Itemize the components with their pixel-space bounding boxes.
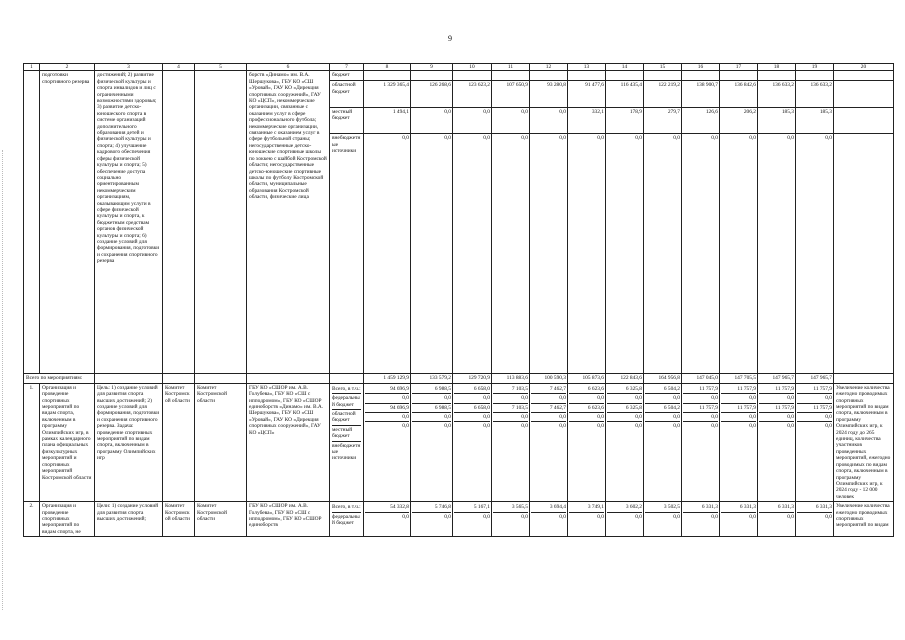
- cell-amount: 116 435,4: [606, 81, 644, 108]
- amount-value: 0,0: [635, 423, 642, 430]
- amount-value: 11 757,9: [683, 404, 718, 413]
- total-label: Всего по мероприятиям:: [24, 374, 95, 383]
- cell-amount: 136 633,2: [758, 81, 796, 108]
- amount-value: 0,0: [711, 513, 718, 520]
- cell-amount: 147 045,0: [682, 374, 720, 383]
- amount-value: 0,0: [444, 423, 451, 430]
- cell-amount-stack: [411, 502, 453, 537]
- cell-amount: 136 842,6: [720, 81, 758, 108]
- amount-value: 0,0: [493, 394, 528, 403]
- amount-value: 0,0: [454, 394, 490, 403]
- amount-value: 0,0: [597, 513, 604, 520]
- cell-participants: ГБУ КО «СШОР им. А.В. Голубева», ГБУ КО «СШ с ипподромом», ГБУ КО «СШОР единоборств «Динамо» им. В.А. Шершукова», ГБУ КО «СШ «Уровай», ГАУ КО «Дирекция спортивных сооружений», ГАУ КО «ЦСП»: [247, 383, 330, 501]
- amount-value: 7 462,7: [531, 385, 566, 394]
- cell-amount: 0,0: [530, 107, 568, 134]
- cell-amount-stack: [720, 502, 758, 537]
- amount-value: 0,0: [402, 513, 409, 520]
- cell-amount: 0,0: [720, 134, 758, 374]
- cell-participants: борств «Динамо» им. В.А. Шершукова», ГБУ КО «СШ «Уровай», ГАУ КО «Дирекция спортивных сооружений», ГАУ КО «ЦСП», некоммерческие организации, связанные с оказанием услуг в сфере профессионального футбола; некоммерческие организации, связанные с оказанием услуг в сфере футбольной страны; негосударственные детско-юношеские спортивные школы по хоккею с шайбой Костромской области; негосударственные детско-юношеские спортивные школы по футболу Костромской области, муниципальные образования Костромской области, физические лица: [247, 71, 330, 374]
- amount-value: 0,0: [759, 413, 794, 422]
- cell-amount: [682, 71, 720, 81]
- cell-amount: 178,9: [606, 107, 644, 134]
- amount-value: 0,0: [559, 513, 566, 520]
- cell-result: Увеличение количества ежегодно проводимых спортивных мероприятий по видам спорта, включенным в программу Олимпийских игр, к 2024 году до 265 единиц, количества участников проведенных мероприятий, ежегодно проводимых по видам спорта, включенным в программу Олимпийских игр, к 2024 году - 12 000 человек: [834, 383, 894, 501]
- amount-value: 0,0: [412, 413, 451, 422]
- cell-coordinator: Комитет Костромской области: [163, 502, 195, 537]
- table-row: [24, 502, 894, 537]
- cell-event: Организация и проведение спортивных мероприятий по видам спорта, включенным в программу Олимпийских игр, в рамках календарного плана официальных физкультурных мероприятий и спортивных мероприятий Костромской области: [40, 383, 95, 501]
- amount-value: 6 504,2: [645, 385, 680, 394]
- amount-value: 0,0: [825, 513, 832, 520]
- amount-value: 3 502,5: [645, 503, 680, 512]
- cell-funding-source: областной бюджет: [330, 81, 364, 108]
- cell-amount-stack: [530, 383, 568, 501]
- cell-amount: 0,0: [453, 134, 492, 374]
- cell-result: Увеличение количества ежегодно проводимых спортивных мероприятий по видам: [834, 502, 894, 537]
- amount-value: 11 757,9: [721, 404, 756, 413]
- cell-coordinator: [163, 71, 195, 374]
- amount-value: 6 504,2: [645, 404, 680, 413]
- amount-value: 6 988,5: [412, 404, 451, 413]
- cell-amount-stack: [758, 383, 796, 501]
- amount-value: 0,0: [365, 413, 409, 422]
- header-cell: 2: [40, 64, 95, 71]
- cell-amount: [364, 71, 411, 81]
- header-cell: 13: [568, 64, 606, 71]
- cell-result: [834, 134, 894, 374]
- funding-source-label: местный бюджет: [332, 426, 361, 442]
- cell-amount: 122 843,6: [606, 374, 644, 383]
- amount-value: 0,0: [402, 423, 409, 430]
- amount-value: 3 749,1: [569, 503, 604, 512]
- cell-amount: 93 280,8: [530, 81, 568, 108]
- amount-value: 0,0: [683, 413, 718, 422]
- amount-value: 0,0: [531, 413, 566, 422]
- amount-value: 11 757,9: [721, 385, 756, 394]
- cell-amount-stack: [568, 383, 606, 501]
- cell-amount: 0,0: [568, 134, 606, 374]
- cell-amount-stack: [796, 502, 834, 537]
- cell-amount: 332,1: [568, 107, 606, 134]
- header-cell: 20: [834, 64, 894, 71]
- header-cell: 17: [720, 64, 758, 71]
- cell-result: [834, 107, 894, 134]
- amount-value: 0,0: [412, 394, 451, 403]
- cell-amount-stack: [364, 383, 411, 501]
- cell-goals: Цели: 1) создание условий для развития спорта высших достижений;: [95, 502, 163, 537]
- amount-value: 0,0: [825, 423, 832, 430]
- cell-amount: 0,0: [644, 134, 682, 374]
- cell-amount-stack: [606, 383, 644, 501]
- amount-value: 0,0: [569, 394, 604, 403]
- cell-amount: 126 268,6: [411, 81, 453, 108]
- amount-value: 6 331,3: [683, 503, 718, 512]
- cell-amount-stack: [411, 383, 453, 501]
- amount-value: 0,0: [749, 513, 756, 520]
- cell-funding-source: внебюджетные источники: [330, 134, 364, 374]
- amount-value: 11 757,9: [797, 404, 832, 413]
- cell-amount-stack: [453, 383, 492, 501]
- funding-source-label: федеральный бюджет: [332, 394, 361, 410]
- header-cell: 16: [682, 64, 720, 71]
- page-number: 9: [448, 34, 452, 43]
- cell-amount: 0,0: [796, 134, 834, 374]
- cell-amount: 1 494,1: [364, 107, 411, 134]
- amount-value: 11 757,9: [797, 385, 832, 394]
- cell-amount: 129 720,9: [453, 374, 492, 383]
- amount-value: 0,0: [597, 423, 604, 430]
- amount-value: 5 746,8: [412, 503, 451, 512]
- cell-amount: 0,0: [492, 107, 530, 134]
- row-number: 2.: [24, 502, 40, 537]
- cell-funding-source: местный бюджет: [330, 107, 364, 134]
- cell-amount-stack: [644, 383, 682, 501]
- cell-amount-stack: [682, 502, 720, 537]
- cell-amount: 206,2: [720, 107, 758, 134]
- header-cell: 7: [330, 64, 364, 71]
- cell-executor: Комитет Костромской области: [195, 502, 247, 537]
- amount-value: 0,0: [749, 423, 756, 430]
- amount-value: 6 325,8: [607, 385, 642, 394]
- cell-executor: [195, 71, 247, 374]
- header-cell: 18: [758, 64, 796, 71]
- amount-value: 0,0: [721, 394, 756, 403]
- cell-amount: 91 477,6: [568, 81, 606, 108]
- amount-value: 0,0: [454, 413, 490, 422]
- cell-result: [834, 81, 894, 108]
- amount-value: 0,0: [607, 394, 642, 403]
- table-row: [24, 383, 894, 501]
- cell-amount: [530, 71, 568, 81]
- amount-value: 6 623,6: [569, 385, 604, 394]
- amount-value: 0,0: [493, 413, 528, 422]
- budget-table: [23, 63, 894, 537]
- cell-amount-stack: [758, 502, 796, 537]
- cell-amount: [720, 71, 758, 81]
- amount-value: 0,0: [521, 513, 528, 520]
- cell-amount: 0,0: [682, 134, 720, 374]
- amount-value: 0,0: [645, 394, 680, 403]
- cell-amount: 0,0: [411, 107, 453, 134]
- amount-value: 6 658,0: [454, 385, 490, 394]
- cell-amount: [796, 71, 834, 81]
- amount-value: 6 325,8: [607, 404, 642, 413]
- cell-amount: 107 650,9: [492, 81, 530, 108]
- cell-amount: 0,0: [453, 107, 492, 134]
- cell-result: [834, 374, 894, 383]
- row-number: 1.: [24, 383, 40, 501]
- amount-value: 0,0: [759, 394, 794, 403]
- cell-event: Организация и проведение спортивных мероприятий по видам спорта, не: [40, 502, 95, 537]
- cell-amount: 147 965,7: [796, 374, 834, 383]
- cell-amount: 279,7: [644, 107, 682, 134]
- cell-amount: 138 900,7: [682, 81, 720, 108]
- cell-coordinator: Комитет Костромской области: [163, 383, 195, 501]
- cell-funding-source: [330, 383, 364, 501]
- cell-amount: 122 219,2: [644, 81, 682, 108]
- amount-value: 0,0: [635, 513, 642, 520]
- amount-value: 0,0: [787, 423, 794, 430]
- cell-amount: 147 705,5: [720, 374, 758, 383]
- header-cell: 12: [530, 64, 568, 71]
- amount-value: 6 331,3: [721, 503, 756, 512]
- funding-source-label: областной бюджет: [332, 410, 361, 426]
- cell-amount: 126,6: [682, 107, 720, 134]
- funding-source-label: Всего, в т.ч.:: [332, 503, 361, 512]
- header-cell: 19: [796, 64, 834, 71]
- amount-value: 7 103,5: [493, 385, 528, 394]
- cell-amount-stack: [492, 383, 530, 501]
- amount-value: 0,0: [673, 423, 680, 430]
- cell-amount: [453, 71, 492, 81]
- cell-amount: 105 873,6: [568, 374, 606, 383]
- cell-amount: 0,0: [492, 134, 530, 374]
- amount-value: 0,0: [483, 513, 490, 520]
- funding-source-label: федеральный бюджет: [332, 513, 360, 526]
- header-cell: 10: [453, 64, 492, 71]
- amount-value: 94 696,9: [365, 404, 409, 413]
- header-cell: 3: [95, 64, 163, 71]
- total-row: [24, 374, 894, 383]
- amount-value: 94 696,9: [365, 385, 409, 394]
- amount-value: 0,0: [787, 513, 794, 520]
- cell-amount-stack: [644, 502, 682, 537]
- cell-amount-stack: [530, 502, 568, 537]
- funding-source-label: внебюджетные источники: [332, 442, 361, 462]
- cell-amount: 113 883,6: [492, 374, 530, 383]
- cell-amount-stack: [682, 383, 720, 501]
- amount-value: 0,0: [797, 413, 832, 422]
- amount-value: 11 757,9: [683, 385, 718, 394]
- cell-amount-stack: [453, 502, 492, 537]
- cell-amount: 133 579,2: [411, 374, 453, 383]
- amount-value: 0,0: [797, 394, 832, 403]
- amount-value: 0,0: [521, 423, 528, 430]
- cell-amount-stack: [492, 502, 530, 537]
- cell-amount: 0,0: [758, 134, 796, 374]
- cell-amount: 0,0: [606, 134, 644, 374]
- cell-amount-stack: [568, 502, 606, 537]
- cell-amount: 185,3: [796, 107, 834, 134]
- header-cell: 15: [644, 64, 682, 71]
- cell-amount: [644, 71, 682, 81]
- amount-value: 0,0: [444, 513, 451, 520]
- cell-goals: достижений; 2) развитие физической культуры и спорта инвалидов и лиц с ограниченными возможностями здоровья; 3) развитие детско-юношеского спорта в системе организаций дополнительного образования детей и физической культуры и спорта; 4) улучшение кадрового обеспечения сферы физической культуры и спорта; 5) обеспечение доступа социально ориентированным некоммерческим организациям, оказывающим услуги в сфере физической культуры и спорта, к бюджетным средствам органов физической культуры и спорта; 6) создание условий для формирования, подготовки и сохранения спортивного резерва: [95, 71, 163, 374]
- cell-goals: Цель: 1) создание условий для развития спорта высших достижений; 2) создание условий для формирования, подготовки и сохранения спортивного резерва. Задача: проведение спортивных мероприятий по видам спорта, включенным в программу Олимпийских игр: [95, 383, 163, 501]
- header-cell: 6: [247, 64, 330, 71]
- amount-value: 7 462,7: [531, 404, 566, 413]
- amount-value: 7 103,5: [493, 404, 528, 413]
- cell-amount: [758, 71, 796, 81]
- amount-value: 0,0: [607, 413, 642, 422]
- amount-value: 5 167,1: [454, 503, 490, 512]
- scan-margin: [2, 150, 7, 610]
- amount-value: 0,0: [645, 413, 680, 422]
- cell-amount: 0,0: [364, 134, 411, 374]
- amount-value: 6 658,0: [454, 404, 490, 413]
- cell-amount-stack: [796, 383, 834, 501]
- amount-value: 0,0: [559, 423, 566, 430]
- amount-value: 6 623,6: [569, 404, 604, 413]
- amount-value: 0,0: [531, 394, 566, 403]
- amount-value: 6 988,5: [412, 385, 451, 394]
- amount-value: 0,0: [673, 513, 680, 520]
- cell-amount-stack: [606, 502, 644, 537]
- amount-value: 54 332,8: [365, 503, 409, 512]
- header-cell: 9: [411, 64, 453, 71]
- amount-value: 3 694,4: [531, 503, 566, 512]
- header-cell: 14: [606, 64, 644, 71]
- cell-amount-stack: [364, 502, 411, 537]
- cell-amount: 164 956,8: [644, 374, 682, 383]
- amount-value: 0,0: [683, 394, 718, 403]
- cell-amount: 0,0: [530, 134, 568, 374]
- header-cell: 8: [364, 64, 411, 71]
- cell-amount: 0,0: [411, 134, 453, 374]
- cell-amount: [568, 71, 606, 81]
- amount-value: 0,0: [711, 423, 718, 430]
- cell-amount: [492, 71, 530, 81]
- amount-value: 0,0: [721, 413, 756, 422]
- cell-num: [24, 71, 40, 374]
- header-cell: 5: [195, 64, 247, 71]
- amount-value: 0,0: [569, 413, 604, 422]
- cell-amount: [411, 71, 453, 81]
- cell-amount-stack: [720, 383, 758, 501]
- funding-source-label: Всего, в т.ч.:: [332, 385, 361, 394]
- cell-amount: 1 329 365,4: [364, 81, 411, 108]
- cell-executor: Комитет Костромской области: [195, 383, 247, 501]
- header-cell: 11: [492, 64, 530, 71]
- cell-amount: [606, 71, 644, 81]
- cell-amount: 136 633,2: [796, 81, 834, 108]
- amount-value: 6 331,3: [759, 503, 794, 512]
- header-cell: 4: [163, 64, 195, 71]
- cell-amount: 123 623,2: [453, 81, 492, 108]
- cell-participants: ГБУ КО «СШОР им. А.В. Голубева», ГБУ КО «СШ с ипподромом», ГБУ КО «СШОР единоборств: [247, 502, 330, 537]
- cell-event: подготовки спортивного резерва: [40, 71, 95, 374]
- cell-result: [834, 71, 894, 81]
- amount-value: 11 757,9: [759, 385, 794, 394]
- cell-funding-source: бюджет: [330, 71, 364, 81]
- amount-value: 0,0: [483, 423, 490, 430]
- table-row: [24, 71, 894, 81]
- cell-amount: 185,3: [758, 107, 796, 134]
- cell-amount: 1 459 129,9: [364, 374, 411, 383]
- amount-value: 3 565,5: [493, 503, 528, 512]
- amount-value: 6 331,3: [797, 503, 832, 512]
- cell-funding-source: [330, 502, 364, 537]
- header-row: [24, 64, 894, 71]
- amount-value: 0,0: [365, 394, 409, 403]
- header-cell: 1: [24, 64, 40, 71]
- amount-value: 11 757,9: [759, 404, 794, 413]
- cell-amount: 147 965,7: [758, 374, 796, 383]
- amount-value: 3 602,2: [607, 503, 642, 512]
- cell-amount: 100 590,3: [530, 374, 568, 383]
